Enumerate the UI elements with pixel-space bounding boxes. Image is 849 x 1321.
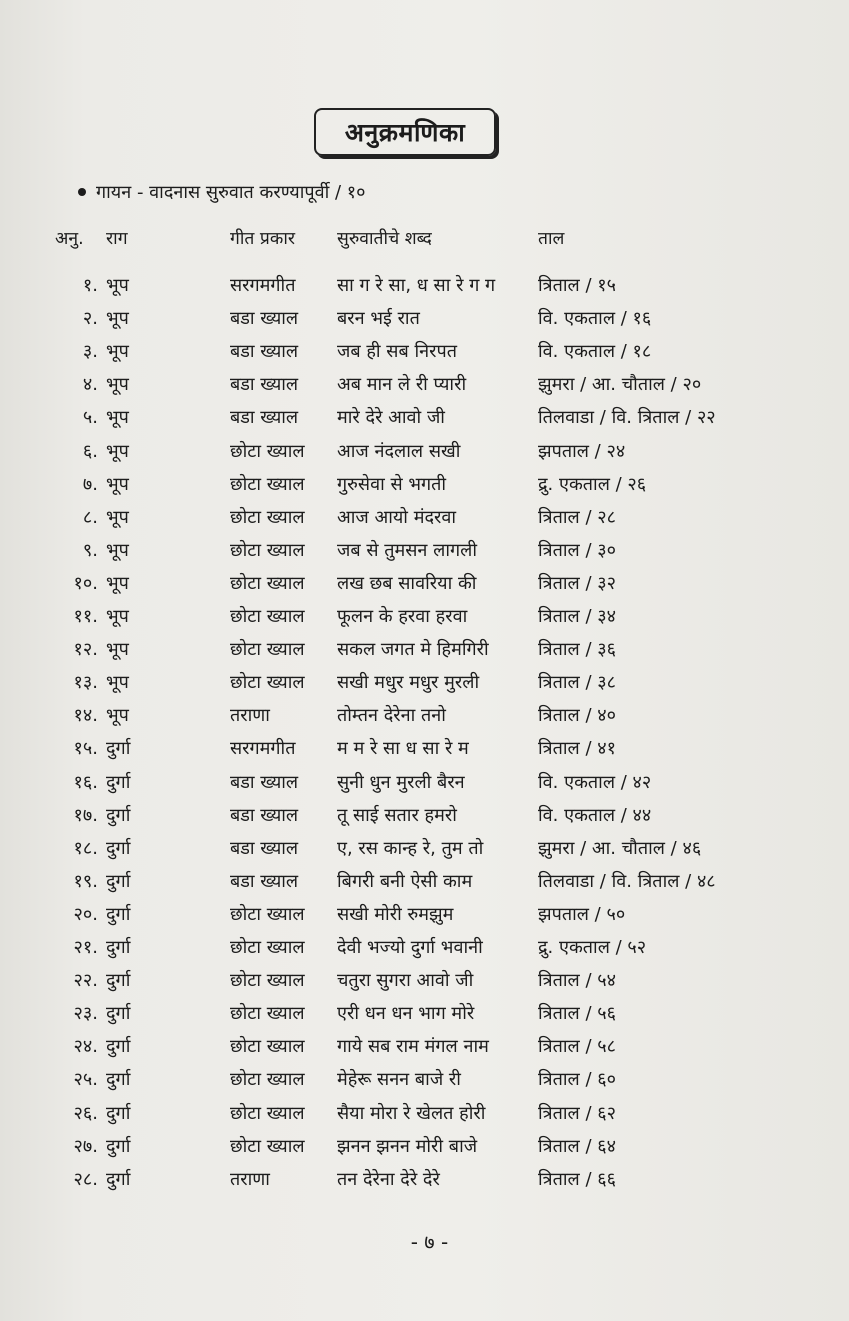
row-raag: दुर्गा <box>106 970 131 992</box>
row-serial-no: २५. <box>73 1069 98 1091</box>
row-opening-words: चतुरा सुगरा आवो जी <box>337 970 474 992</box>
table-row <box>0 336 849 368</box>
row-opening-words: मारे देरे आवो जी <box>337 407 445 429</box>
row-song-type: छोटा ख्याल <box>230 506 305 528</box>
row-serial-no: २८. <box>73 1168 98 1190</box>
row-song-type: बडा ख्याल <box>230 837 299 859</box>
row-taal-page: झुमरा / आ. चौताल / ४६ <box>538 837 702 859</box>
row-raag: दुर्गा <box>106 804 131 826</box>
row-opening-words: तन देरेना देरे देरे <box>337 1168 440 1190</box>
row-serial-no: ७. <box>82 473 98 495</box>
row-raag: दुर्गा <box>106 837 131 859</box>
row-song-type: छोटा ख्याल <box>230 1036 305 1058</box>
row-opening-words: फूलन के हरवा हरवा <box>337 606 468 627</box>
table-row <box>0 733 849 765</box>
row-taal-page: त्रिताल / ३४ <box>538 606 616 627</box>
header-taal: ताल <box>538 229 565 249</box>
row-taal-page: त्रिताल / ५४ <box>538 970 616 992</box>
row-opening-words: तोम्तन देरेना तनो <box>337 705 446 727</box>
header-raag: राग <box>106 229 128 249</box>
row-serial-no: २१. <box>73 937 98 958</box>
row-opening-words: सखी मधुर मधुर मुरली <box>337 672 480 694</box>
row-opening-words: म म रे सा ध सा रे म <box>337 738 469 760</box>
row-taal-page: त्रिताल / ३२ <box>538 572 616 594</box>
row-song-type: छोटा ख्याल <box>230 1003 305 1025</box>
row-opening-words: मेहेरू सनन बाजे री <box>337 1069 461 1091</box>
row-taal-page: त्रिताल / ३० <box>538 539 616 561</box>
row-song-type: बडा ख्याल <box>230 308 299 330</box>
row-serial-no: ३. <box>82 341 98 363</box>
table-row <box>0 1164 849 1196</box>
row-taal-page: त्रिताल / ६२ <box>538 1102 616 1124</box>
row-raag: भूप <box>106 672 129 694</box>
table-row <box>0 767 849 799</box>
row-song-type: बडा ख्याल <box>230 374 299 396</box>
table-row <box>0 634 849 666</box>
row-raag: भूप <box>106 308 129 330</box>
row-raag: दुर्गा <box>106 1102 131 1124</box>
row-raag: दुर्गा <box>106 771 131 793</box>
header-opening-words: सुरुवातीचे शब्द <box>337 229 432 249</box>
row-raag: दुर्गा <box>106 903 131 925</box>
preface-text: गायन - वादनास सुरुवात करण्यापूर्वी / १० <box>96 182 366 203</box>
row-song-type: छोटा ख्याल <box>230 1102 305 1124</box>
row-taal-page: द्रु. एकताल / ५२ <box>538 937 647 958</box>
row-song-type: बडा ख्याल <box>230 771 299 793</box>
row-opening-words: सकल जगत मे हिमगिरी <box>337 639 489 661</box>
table-row <box>0 667 849 699</box>
row-opening-words: सैया मोरा रे खेलत होरी <box>337 1102 486 1124</box>
row-opening-words: गाये सब राम मंगल नाम <box>337 1036 489 1058</box>
row-taal-page: त्रिताल / १५ <box>538 275 616 296</box>
row-taal-page: त्रिताल / ५८ <box>538 1036 616 1058</box>
row-serial-no: ९. <box>82 539 98 561</box>
table-row <box>0 402 849 434</box>
row-opening-words: आज नंदलाल सखी <box>337 440 461 462</box>
row-opening-words: तू साई सतार हमरो <box>337 804 457 826</box>
row-raag: भूप <box>106 639 129 661</box>
row-taal-page: वि. एकताल / १८ <box>538 341 652 363</box>
header-serial-no: अनु. <box>55 229 84 249</box>
row-taal-page: झुमरा / आ. चौताल / २० <box>538 374 702 396</box>
row-opening-words: ए, रस कान्ह रे, तुम तो <box>337 837 484 859</box>
row-serial-no: १२. <box>73 639 98 661</box>
row-raag: भूप <box>106 407 129 429</box>
row-serial-no: १७. <box>73 804 98 826</box>
row-taal-page: वि. एकताल / ४२ <box>538 771 652 793</box>
row-serial-no: २३. <box>73 1003 98 1025</box>
row-raag: भूप <box>106 705 129 727</box>
table-row <box>0 469 849 501</box>
row-taal-page: त्रिताल / ४० <box>538 705 616 727</box>
row-opening-words: आज आयो मंदरवा <box>337 506 457 528</box>
row-song-type: छोटा ख्याल <box>230 473 305 495</box>
row-opening-words: झनन झनन मोरी बाजे <box>337 1135 478 1157</box>
row-song-type: सरगमगीत <box>230 275 296 296</box>
row-serial-no: १५. <box>73 738 98 760</box>
table-row <box>0 932 849 964</box>
table-row <box>0 800 849 832</box>
row-raag: भूप <box>106 473 129 495</box>
row-song-type: तराणा <box>230 705 270 727</box>
row-taal-page: तिलवाडा / वि. त्रिताल / २२ <box>538 407 716 429</box>
row-opening-words: जब से तुमसन लागली <box>337 539 478 561</box>
row-raag: भूप <box>106 275 129 296</box>
table-row <box>0 998 849 1030</box>
row-song-type: छोटा ख्याल <box>230 1135 305 1157</box>
row-song-type: छोटा ख्याल <box>230 539 305 561</box>
row-taal-page: वि. एकताल / ४४ <box>538 804 652 826</box>
table-row <box>0 1064 849 1096</box>
row-taal-page: त्रिताल / ६६ <box>538 1168 616 1190</box>
row-raag: भूप <box>106 606 129 627</box>
row-song-type: छोटा ख्याल <box>230 937 305 958</box>
row-song-type: तराणा <box>230 1168 270 1190</box>
table-row <box>0 833 849 865</box>
table-row <box>0 568 849 600</box>
row-serial-no: ५. <box>82 407 98 429</box>
row-taal-page: द्रु. एकताल / २६ <box>538 473 647 495</box>
row-song-type: छोटा ख्याल <box>230 672 305 694</box>
row-serial-no: १. <box>82 275 98 296</box>
row-raag: भूप <box>106 440 129 462</box>
row-opening-words: बरन भई रात <box>337 308 420 330</box>
row-raag: भूप <box>106 374 129 396</box>
row-serial-no: ८. <box>82 506 98 528</box>
row-serial-no: २४. <box>73 1036 98 1058</box>
row-song-type: छोटा ख्याल <box>230 440 305 462</box>
table-row <box>0 965 849 997</box>
table-row <box>0 1098 849 1130</box>
row-serial-no: १८. <box>73 837 98 859</box>
table-row <box>0 1131 849 1163</box>
row-taal-page: झपताल / २४ <box>538 440 626 462</box>
row-serial-no: १०. <box>73 572 98 594</box>
table-row <box>0 700 849 732</box>
row-serial-no: ६. <box>82 440 98 462</box>
table-row <box>0 866 849 898</box>
table-row <box>0 502 849 534</box>
row-serial-no: २७. <box>73 1135 98 1157</box>
row-serial-no: २२. <box>73 970 98 992</box>
row-taal-page: त्रिताल / २८ <box>538 506 616 528</box>
row-taal-page: तिलवाडा / वि. त्रिताल / ४८ <box>538 870 716 892</box>
row-raag: भूप <box>106 506 129 528</box>
row-serial-no: १३. <box>73 672 98 694</box>
row-raag: दुर्गा <box>106 1069 131 1091</box>
table-row <box>0 899 849 931</box>
row-opening-words: अब मान ले री प्यारी <box>337 374 467 396</box>
row-serial-no: २६. <box>73 1102 98 1124</box>
row-opening-words: लख छब सावरिया की <box>337 572 477 594</box>
row-song-type: छोटा ख्याल <box>230 1069 305 1091</box>
row-taal-page: त्रिताल / ६४ <box>538 1135 616 1157</box>
row-raag: भूप <box>106 572 129 594</box>
row-song-type: छोटा ख्याल <box>230 606 305 627</box>
row-taal-page: त्रिताल / ६० <box>538 1069 616 1091</box>
header-song-type: गीत प्रकार <box>230 229 296 249</box>
row-song-type: छोटा ख्याल <box>230 572 305 594</box>
row-raag: दुर्गा <box>106 870 131 892</box>
row-taal-page: झपताल / ५० <box>538 903 626 925</box>
row-raag: दुर्गा <box>106 1168 131 1190</box>
row-serial-no: १४. <box>73 705 98 727</box>
row-opening-words: एरी धन धन भाग मोरे <box>337 1003 475 1025</box>
row-opening-words: बिगरी बनी ऐसी काम <box>337 870 473 892</box>
row-opening-words: सखी मोरी रुमझुम <box>337 903 454 925</box>
row-song-type: बडा ख्याल <box>230 804 299 826</box>
row-raag: दुर्गा <box>106 1036 131 1058</box>
preface-entry <box>78 180 365 204</box>
row-raag: भूप <box>106 341 129 363</box>
page-number: - ७ - <box>410 1230 449 1254</box>
row-taal-page: त्रिताल / ४१ <box>538 738 616 760</box>
bullet-icon <box>78 188 86 196</box>
row-taal-page: वि. एकताल / १६ <box>538 308 652 330</box>
table-row <box>0 535 849 567</box>
table-row <box>0 436 849 468</box>
row-opening-words: सुनी धुन मुरली बैरन <box>337 771 465 793</box>
row-taal-page: त्रिताल / ५६ <box>538 1003 616 1025</box>
row-song-type: बडा ख्याल <box>230 407 299 429</box>
row-serial-no: ११. <box>73 606 98 627</box>
row-serial-no: २०. <box>73 903 98 925</box>
table-row <box>0 303 849 335</box>
row-serial-no: ४. <box>82 374 98 396</box>
row-opening-words: सा ग रे सा, ध सा रे ग ग <box>337 275 496 296</box>
row-song-type: छोटा ख्याल <box>230 639 305 661</box>
row-song-type: बडा ख्याल <box>230 341 299 363</box>
row-opening-words: जब ही सब निरपत <box>337 341 457 363</box>
page-title: अनुक्रमणिका <box>314 108 496 156</box>
row-taal-page: त्रिताल / ३६ <box>538 639 616 661</box>
table-row <box>0 601 849 633</box>
table-row <box>0 369 849 401</box>
row-raag: दुर्गा <box>106 1135 131 1157</box>
row-raag: दुर्गा <box>106 1003 131 1025</box>
row-serial-no: १९. <box>73 870 98 892</box>
row-opening-words: गुरुसेवा से भगती <box>337 473 447 495</box>
row-raag: भूप <box>106 539 129 561</box>
table-row <box>0 1031 849 1063</box>
row-opening-words: देवी भज्यो दुर्गा भवानी <box>337 937 483 958</box>
row-song-type: सरगमगीत <box>230 738 296 760</box>
table-row <box>0 270 849 302</box>
row-song-type: बडा ख्याल <box>230 870 299 892</box>
row-raag: दुर्गा <box>106 937 131 958</box>
row-taal-page: त्रिताल / ३८ <box>538 672 616 694</box>
row-song-type: छोटा ख्याल <box>230 970 305 992</box>
row-song-type: छोटा ख्याल <box>230 903 305 925</box>
row-serial-no: १६. <box>73 771 98 793</box>
row-raag: दुर्गा <box>106 738 131 760</box>
row-serial-no: २. <box>82 308 98 330</box>
